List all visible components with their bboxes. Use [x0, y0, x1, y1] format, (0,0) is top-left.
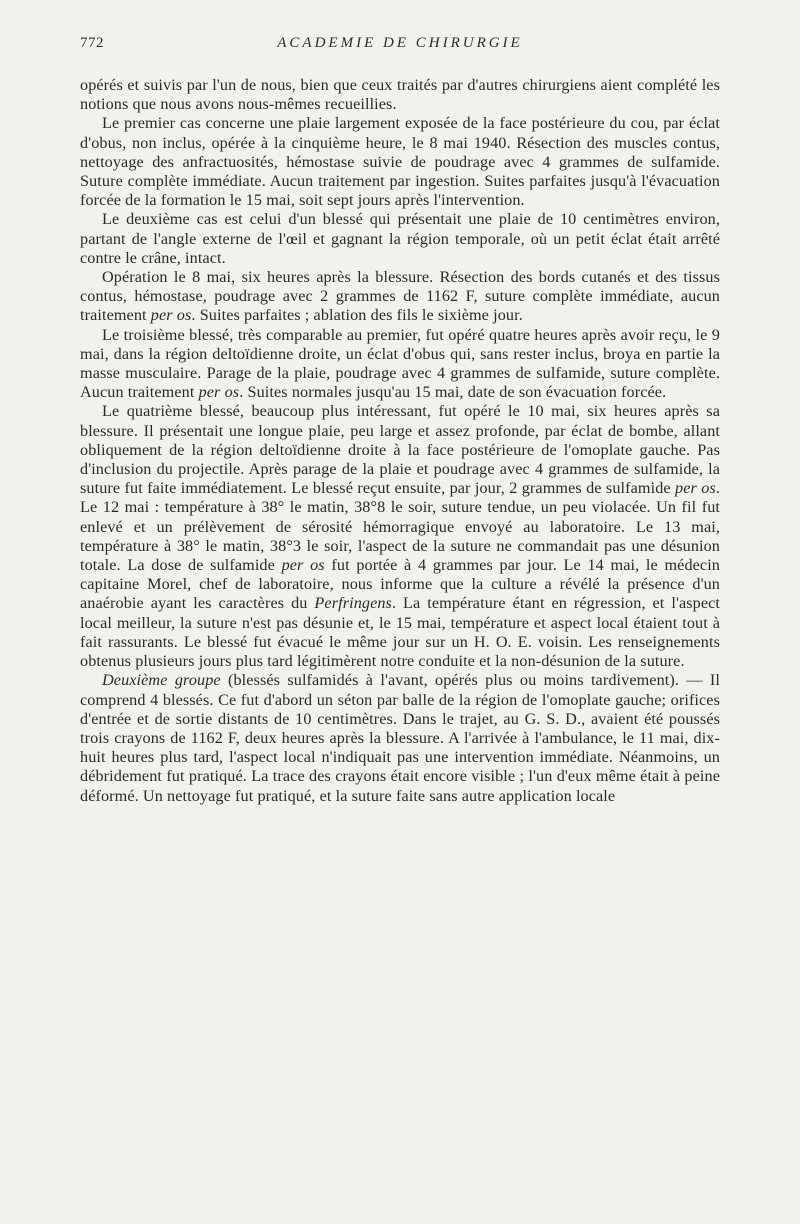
- paragraph-3: [80, 210, 720, 268]
- journal-title: ACADEMIE DE CHIRURGIE: [277, 35, 523, 51]
- paragraph-text: Le premier cas concerne une plaie largement exposée de la face postérieure du cou, par éclat d'obus, non inclus, opérée à la cinquième heure, le 8 mai 1940. Résection des muscles contus, nettoyage des anfractuosités, hémostase suivie de poudrage avec 4 grammes de sulfamide. Suture complète immédiate. Aucun traitement par ingestion. Suites parfaites jusqu'à l'évacuation forcée de la formation le 15 mai, soit sept jours après l'intervention.: [80, 114, 720, 210]
- article-body: [80, 76, 720, 806]
- paragraph-text: opérés et suivis par l'un de nous, bien que ceux traités par d'autres chirurgiens aient complété les notions que nous avons nous-mêmes recueillies.: [80, 76, 720, 114]
- paragraph-text: fut portée à 4 grammes par jour. Le 14 mai, le médecin capitaine Morel, chef de laboratoire, nous informe que la culture a révélé la présence d'un anaérobie ayant les caractères du: [80, 556, 720, 613]
- paragraph-text: . Suites normales jusqu'au 15 mai, date de son évacuation forcée.: [239, 383, 667, 402]
- paragraph-text: . Suites parfaites ; ablation des fils le sixième jour.: [191, 306, 523, 325]
- section-heading-inline: Deuxième groupe: [102, 671, 221, 690]
- paragraph-text: . Le 12 mai : température à 38° le matin, 38°8 le soir, suture tendue, un peu violacée. Un fil fut enlevé et un prélèvement de sérosité hémorragique envoyé au laboratoire. Le 13 mai, température à 38° le matin, 38°3 le soir, l'aspect de la suture ne commandait pas une désunion totale. La dose de sulfamide: [80, 479, 720, 575]
- paragraph-text: Le deuxième cas est celui d'un blessé qui présentait une plaie de 10 centimètres environ, partant de l'angle externe de l'œil et gagnant la région temporale, où un petit éclat était arrêté contre le crâne, intact.: [80, 210, 720, 267]
- paragraph-text: Le troisième blessé, très comparable au premier, fut opéré quatre heures après avoir reçu, le 9 mai, dans la région deltoïdienne droite, un éclat d'obus qui, sans rester inclus, broya en partie la masse musculaire. Parage de la plaie, poudrage avec 4 grammes de sulfamide, suture complète. Aucun traitement: [80, 325, 720, 402]
- latin-term: per os: [675, 479, 716, 498]
- paragraph-text: Opération le 8 mai, six heures après la blessure. Résection des bords cutanés et des tissus contus, hémostase, poudrage avec 2 grammes de 1162 F, suture complète immédiate, aucun traitement: [80, 268, 720, 325]
- latin-term: per os: [198, 383, 240, 402]
- page-number: 772: [80, 35, 104, 51]
- paragraph-2: [80, 114, 720, 210]
- paragraph-6: [80, 402, 720, 671]
- paragraph-4: [80, 268, 720, 326]
- paragraph-5: [80, 326, 720, 403]
- latin-term: per os: [150, 306, 192, 325]
- paragraph-1: [80, 76, 720, 114]
- paragraph-text: Le quatrième blessé, beaucoup plus intéressant, fut opéré le 10 mai, six heures après sa blessure. Il présentait une longue plaie, peu large et assez profonde, par éclat de bombe, allant obliquement de la région deltoïdienne droite à la face postérieure de l'omoplate gauche. Pas d'inclusion du projectile. Après parage de la plaie et poudrage avec 4 grammes de sulfamide, la suture fut faite immédiatement. Le blessé reçut ensuite, par jour, 2 grammes de sulfamide: [80, 402, 720, 498]
- paragraph-text: . La température étant en régression, et l'aspect local meilleur, la suture n'est pas désunie et, le 15 mai, température et aspect local étaient tout à fait rassurants. Le blessé fut évacué le même jour sur un H. O. E. voisin. Les renseignements obtenus plusieurs jours plus tard légitimèrent notre conduite et la non-désunion de la suture.: [80, 594, 721, 671]
- paragraph-text: (blessés sulfamidés à l'avant, opérés plus ou moins tardivement). — Il comprend 4 blessés. Ce fut d'abord un séton par balle de la région de l'omoplate gauche; orifices d'entrée et de sortie distants de 10 centimètres. Dans le trajet, au G. S. D., avaient été poussés trois crayons de 1162 F, deux heures après la blessure. A l'arrivée à l'ambulance, le 11 mai, dix-huit heures plus tard, l'aspect local n'indiquait pas une intervention immédiate. Néanmoins, un débridement fut pratiqué. La trace des crayons était encore visible ; l'un d'eux même était à peine déformé. Un nettoyage fut pratiqué, et la suture faite sans autre application locale: [80, 671, 721, 805]
- species-name: Perfringens: [314, 594, 392, 613]
- running-head: [80, 35, 720, 57]
- document-page: [80, 0, 720, 1224]
- paragraph-7: [80, 671, 720, 805]
- latin-term: per os: [281, 556, 325, 575]
